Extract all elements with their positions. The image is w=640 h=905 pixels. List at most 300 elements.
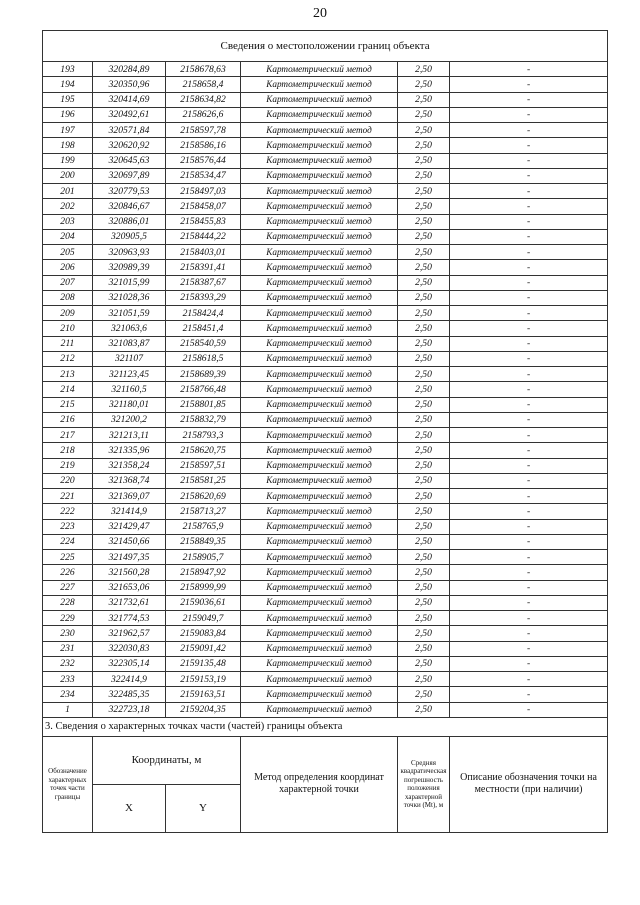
cell-method: Картометрический метод (241, 306, 398, 321)
cell-accuracy: 2,50 (398, 62, 450, 77)
cell-point-number: 211 (43, 336, 93, 351)
cell-coord-x: 321414,9 (93, 504, 166, 519)
table-row (43, 641, 608, 656)
table-row (43, 382, 608, 397)
cell-coord-y: 2158620,75 (166, 443, 241, 458)
cell-description: - (450, 687, 608, 702)
cell-description: - (450, 336, 608, 351)
table-row (43, 290, 608, 305)
table-row (43, 672, 608, 687)
cell-accuracy: 2,50 (398, 702, 450, 717)
section-title-row (43, 31, 608, 62)
cell-coord-x: 322414,9 (93, 672, 166, 687)
cell-point-number: 229 (43, 611, 93, 626)
cell-coord-y: 2158455,83 (166, 214, 241, 229)
cell-description: - (450, 367, 608, 382)
cell-coord-y: 2158540,59 (166, 336, 241, 351)
cell-accuracy: 2,50 (398, 351, 450, 366)
header-method: Метод определения координат характерной точки (241, 736, 398, 832)
header-accuracy: Средняя квадратическая погрешность положения характерной точки (Мt), м (398, 736, 450, 832)
cell-coord-x: 321368,74 (93, 473, 166, 488)
cell-method: Картометрический метод (241, 641, 398, 656)
header-y: Y (166, 784, 241, 832)
cell-point-number: 221 (43, 489, 93, 504)
cell-coord-y: 2159083,84 (166, 626, 241, 641)
cell-coord-y: 2158387,67 (166, 275, 241, 290)
cell-method: Картометрический метод (241, 153, 398, 168)
cell-accuracy: 2,50 (398, 336, 450, 351)
cell-accuracy: 2,50 (398, 199, 450, 214)
cell-description: - (450, 199, 608, 214)
cell-coord-y: 2158391,41 (166, 260, 241, 275)
cell-description: - (450, 672, 608, 687)
cell-description: - (450, 443, 608, 458)
cell-method: Картометрический метод (241, 107, 398, 122)
cell-method: Картометрический метод (241, 77, 398, 92)
cell-accuracy: 2,50 (398, 229, 450, 244)
table-row (43, 367, 608, 382)
cell-point-number: 1 (43, 702, 93, 717)
cell-accuracy: 2,50 (398, 473, 450, 488)
cell-coord-x: 320846,67 (93, 199, 166, 214)
cell-point-number: 200 (43, 168, 93, 183)
cell-coord-x: 321107 (93, 351, 166, 366)
cell-point-number: 196 (43, 107, 93, 122)
table-row (43, 443, 608, 458)
cell-method: Картометрический метод (241, 458, 398, 473)
cell-description: - (450, 184, 608, 199)
page-number: 20 (313, 6, 327, 21)
cell-coord-x: 322723,18 (93, 702, 166, 717)
cell-accuracy: 2,50 (398, 428, 450, 443)
boundary-points-table (42, 30, 608, 833)
cell-accuracy: 2,50 (398, 412, 450, 427)
cell-point-number: 212 (43, 351, 93, 366)
cell-coord-y: 2158424,4 (166, 306, 241, 321)
cell-coord-y: 2158689,39 (166, 367, 241, 382)
cell-method: Картометрический метод (241, 412, 398, 427)
cell-coord-y: 2158534,47 (166, 168, 241, 183)
cell-method: Картометрический метод (241, 168, 398, 183)
cell-coord-x: 320905,5 (93, 229, 166, 244)
cell-method: Картометрический метод (241, 672, 398, 687)
table-row (43, 687, 608, 702)
cell-accuracy: 2,50 (398, 153, 450, 168)
cell-accuracy: 2,50 (398, 687, 450, 702)
table-row (43, 580, 608, 595)
cell-description: - (450, 550, 608, 565)
cell-coord-y: 2158849,35 (166, 534, 241, 549)
table-row (43, 199, 608, 214)
cell-point-number: 210 (43, 321, 93, 336)
cell-description: - (450, 92, 608, 107)
cell-coord-x: 321083,87 (93, 336, 166, 351)
cell-coord-y: 2158581,25 (166, 473, 241, 488)
cell-point-number: 228 (43, 595, 93, 610)
cell-method: Картометрический метод (241, 397, 398, 412)
cell-description: - (450, 458, 608, 473)
cell-point-number: 224 (43, 534, 93, 549)
cell-accuracy: 2,50 (398, 641, 450, 656)
table-row (43, 534, 608, 549)
table-row (43, 229, 608, 244)
cell-coord-y: 2158793,3 (166, 428, 241, 443)
cell-accuracy: 2,50 (398, 397, 450, 412)
table-row (43, 184, 608, 199)
cell-method: Картометрический метод (241, 214, 398, 229)
cell-accuracy: 2,50 (398, 306, 450, 321)
cell-accuracy: 2,50 (398, 595, 450, 610)
cell-coord-y: 2158576,44 (166, 153, 241, 168)
cell-method: Картометрический метод (241, 382, 398, 397)
table-body (43, 31, 608, 718)
cell-description: - (450, 153, 608, 168)
table-row (43, 519, 608, 534)
table-row (43, 626, 608, 641)
cell-coord-x: 321450,66 (93, 534, 166, 549)
cell-description: - (450, 580, 608, 595)
cell-coord-y: 2158586,16 (166, 138, 241, 153)
cell-coord-x: 320645,63 (93, 153, 166, 168)
cell-accuracy: 2,50 (398, 580, 450, 595)
cell-accuracy: 2,50 (398, 184, 450, 199)
section3-block (43, 717, 608, 832)
table-row (43, 428, 608, 443)
cell-coord-y: 2158658,4 (166, 77, 241, 92)
table-row (43, 260, 608, 275)
cell-method: Картометрический метод (241, 504, 398, 519)
cell-description: - (450, 534, 608, 549)
cell-accuracy: 2,50 (398, 260, 450, 275)
cell-coord-x: 321774,53 (93, 611, 166, 626)
cell-description: - (450, 229, 608, 244)
table-row (43, 412, 608, 427)
header-coordinates: Координаты, м (93, 736, 241, 784)
cell-description: - (450, 611, 608, 626)
cell-accuracy: 2,50 (398, 489, 450, 504)
cell-point-number: 198 (43, 138, 93, 153)
cell-coord-y: 2158801,85 (166, 397, 241, 412)
cell-coord-y: 2158766,48 (166, 382, 241, 397)
cell-point-number: 208 (43, 290, 93, 305)
cell-coord-y: 2158393,29 (166, 290, 241, 305)
cell-method: Картометрический метод (241, 62, 398, 77)
cell-coord-y: 2158451,4 (166, 321, 241, 336)
table-row (43, 123, 608, 138)
cell-method: Картометрический метод (241, 565, 398, 580)
table-row (43, 611, 608, 626)
cell-coord-y: 2158832,79 (166, 412, 241, 427)
cell-point-number: 197 (43, 123, 93, 138)
table-row (43, 62, 608, 77)
cell-point-number: 233 (43, 672, 93, 687)
cell-description: - (450, 489, 608, 504)
cell-point-number: 227 (43, 580, 93, 595)
cell-coord-x: 321063,6 (93, 321, 166, 336)
cell-method: Картометрический метод (241, 351, 398, 366)
cell-coord-x: 321123,45 (93, 367, 166, 382)
cell-coord-x: 322030,83 (93, 641, 166, 656)
cell-coord-y: 2158999,99 (166, 580, 241, 595)
cell-point-number: 226 (43, 565, 93, 580)
cell-point-number: 217 (43, 428, 93, 443)
cell-coord-x: 322485,35 (93, 687, 166, 702)
cell-method: Картометрический метод (241, 275, 398, 290)
cell-description: - (450, 260, 608, 275)
cell-point-number: 205 (43, 245, 93, 260)
cell-coord-y: 2158497,03 (166, 184, 241, 199)
cell-coord-y: 2158713,27 (166, 504, 241, 519)
cell-point-number: 232 (43, 656, 93, 671)
cell-method: Картометрический метод (241, 611, 398, 626)
cell-accuracy: 2,50 (398, 214, 450, 229)
cell-description: - (450, 702, 608, 717)
cell-accuracy: 2,50 (398, 611, 450, 626)
cell-coord-x: 320779,53 (93, 184, 166, 199)
cell-accuracy: 2,50 (398, 656, 450, 671)
cell-coord-x: 321358,24 (93, 458, 166, 473)
cell-accuracy: 2,50 (398, 504, 450, 519)
header-description: Описание обозначения точки на местности (при наличии) (450, 736, 608, 832)
cell-point-number: 225 (43, 550, 93, 565)
cell-coord-x: 321213,11 (93, 428, 166, 443)
table-row (43, 595, 608, 610)
cell-accuracy: 2,50 (398, 565, 450, 580)
cell-method: Картометрический метод (241, 595, 398, 610)
cell-coord-x: 321200,2 (93, 412, 166, 427)
cell-description: - (450, 306, 608, 321)
cell-method: Картометрический метод (241, 473, 398, 488)
cell-coord-x: 320414,69 (93, 92, 166, 107)
cell-method: Картометрический метод (241, 687, 398, 702)
cell-accuracy: 2,50 (398, 382, 450, 397)
table-row (43, 458, 608, 473)
cell-point-number: 194 (43, 77, 93, 92)
cell-description: - (450, 168, 608, 183)
cell-description: - (450, 626, 608, 641)
cell-coord-y: 2158597,51 (166, 458, 241, 473)
cell-method: Картометрический метод (241, 367, 398, 382)
cell-description: - (450, 565, 608, 580)
cell-point-number: 220 (43, 473, 93, 488)
cell-description: - (450, 473, 608, 488)
cell-description: - (450, 595, 608, 610)
cell-accuracy: 2,50 (398, 123, 450, 138)
cell-accuracy: 2,50 (398, 626, 450, 641)
cell-point-number: 202 (43, 199, 93, 214)
cell-coord-y: 2158678,63 (166, 62, 241, 77)
cell-point-number: 223 (43, 519, 93, 534)
cell-coord-y: 2158458,07 (166, 199, 241, 214)
cell-method: Картометрический метод (241, 260, 398, 275)
cell-method: Картометрический метод (241, 702, 398, 717)
cell-point-number: 230 (43, 626, 93, 641)
cell-description: - (450, 77, 608, 92)
table-row (43, 77, 608, 92)
cell-point-number: 203 (43, 214, 93, 229)
cell-point-number: 234 (43, 687, 93, 702)
cell-point-number: 215 (43, 397, 93, 412)
cell-point-number: 209 (43, 306, 93, 321)
section3-header-row-1 (43, 736, 608, 784)
table-row (43, 702, 608, 717)
table-row (43, 565, 608, 580)
cell-method: Картометрический метод (241, 138, 398, 153)
cell-point-number: 201 (43, 184, 93, 199)
cell-coord-y: 2158626,6 (166, 107, 241, 122)
cell-point-number: 195 (43, 92, 93, 107)
cell-description: - (450, 641, 608, 656)
cell-accuracy: 2,50 (398, 245, 450, 260)
cell-coord-y: 2159049,7 (166, 611, 241, 626)
table-row (43, 214, 608, 229)
section-title: Сведения о местоположении границ объекта (43, 31, 608, 62)
cell-accuracy: 2,50 (398, 550, 450, 565)
cell-description: - (450, 397, 608, 412)
cell-coord-y: 2159204,35 (166, 702, 241, 717)
cell-coord-y: 2158765,9 (166, 519, 241, 534)
cell-coord-x: 320697,89 (93, 168, 166, 183)
table-row (43, 351, 608, 366)
cell-accuracy: 2,50 (398, 138, 450, 153)
cell-point-number: 231 (43, 641, 93, 656)
cell-point-number: 214 (43, 382, 93, 397)
cell-accuracy: 2,50 (398, 275, 450, 290)
table-row (43, 489, 608, 504)
cell-method: Картометрический метод (241, 443, 398, 458)
cell-accuracy: 2,50 (398, 458, 450, 473)
header-x: X (93, 784, 166, 832)
cell-accuracy: 2,50 (398, 672, 450, 687)
header-point-label: Обозначение характерных точек части границы (43, 736, 93, 832)
cell-point-number: 222 (43, 504, 93, 519)
cell-point-number: 219 (43, 458, 93, 473)
cell-method: Картометрический метод (241, 580, 398, 595)
table-row (43, 504, 608, 519)
cell-coord-x: 321015,99 (93, 275, 166, 290)
cell-point-number: 204 (43, 229, 93, 244)
cell-coord-y: 2158634,82 (166, 92, 241, 107)
table-row (43, 397, 608, 412)
cell-coord-y: 2158618,5 (166, 351, 241, 366)
cell-coord-x: 320886,01 (93, 214, 166, 229)
table-row (43, 473, 608, 488)
cell-coord-x: 322305,14 (93, 656, 166, 671)
cell-point-number: 218 (43, 443, 93, 458)
cell-coord-x: 320989,39 (93, 260, 166, 275)
table-row (43, 321, 608, 336)
cell-method: Картометрический метод (241, 184, 398, 199)
cell-method: Картометрический метод (241, 92, 398, 107)
cell-description: - (450, 214, 608, 229)
cell-coord-x: 321180,01 (93, 397, 166, 412)
cell-accuracy: 2,50 (398, 107, 450, 122)
cell-description: - (450, 428, 608, 443)
cell-coord-y: 2159135,48 (166, 656, 241, 671)
table-row (43, 656, 608, 671)
cell-coord-x: 321429,47 (93, 519, 166, 534)
table-row (43, 275, 608, 290)
cell-accuracy: 2,50 (398, 519, 450, 534)
cell-accuracy: 2,50 (398, 367, 450, 382)
cell-method: Картометрический метод (241, 656, 398, 671)
table-row (43, 107, 608, 122)
cell-coord-y: 2158444,22 (166, 229, 241, 244)
table-row (43, 306, 608, 321)
cell-description: - (450, 519, 608, 534)
cell-point-number: 193 (43, 62, 93, 77)
cell-description: - (450, 382, 608, 397)
cell-point-number: 216 (43, 412, 93, 427)
cell-coord-y: 2159036,61 (166, 595, 241, 610)
cell-coord-x: 321335,96 (93, 443, 166, 458)
cell-method: Картометрический метод (241, 489, 398, 504)
cell-description: - (450, 412, 608, 427)
cell-description: - (450, 290, 608, 305)
cell-coord-x: 321653,06 (93, 580, 166, 595)
cell-method: Картометрический метод (241, 534, 398, 549)
cell-description: - (450, 107, 608, 122)
cell-coord-y: 2158403,01 (166, 245, 241, 260)
section3-title-row (43, 717, 608, 736)
cell-coord-y: 2158905,7 (166, 550, 241, 565)
cell-point-number: 199 (43, 153, 93, 168)
cell-description: - (450, 138, 608, 153)
cell-method: Картометрический метод (241, 229, 398, 244)
cell-coord-x: 321051,59 (93, 306, 166, 321)
cell-description: - (450, 321, 608, 336)
cell-accuracy: 2,50 (398, 443, 450, 458)
cell-coord-y: 2158620,69 (166, 489, 241, 504)
table-row (43, 153, 608, 168)
section3-title: 3. Сведения о характерных точках части (частей) границы объекта (43, 717, 608, 736)
cell-coord-y: 2159153,19 (166, 672, 241, 687)
cell-coord-x: 321160,5 (93, 382, 166, 397)
cell-accuracy: 2,50 (398, 77, 450, 92)
table-row (43, 550, 608, 565)
cell-coord-y: 2159091,42 (166, 641, 241, 656)
cell-accuracy: 2,50 (398, 534, 450, 549)
cell-description: - (450, 62, 608, 77)
cell-description: - (450, 245, 608, 260)
cell-method: Картометрический метод (241, 626, 398, 641)
cell-method: Картометрический метод (241, 336, 398, 351)
cell-accuracy: 2,50 (398, 168, 450, 183)
cell-method: Картометрический метод (241, 519, 398, 534)
cell-coord-y: 2158947,92 (166, 565, 241, 580)
cell-coord-x: 321369,07 (93, 489, 166, 504)
cell-description: - (450, 504, 608, 519)
table-row (43, 245, 608, 260)
cell-point-number: 207 (43, 275, 93, 290)
cell-method: Картометрический метод (241, 290, 398, 305)
cell-description: - (450, 123, 608, 138)
table-row (43, 168, 608, 183)
cell-coord-x: 321560,28 (93, 565, 166, 580)
cell-coord-x: 321732,61 (93, 595, 166, 610)
cell-coord-y: 2158597,78 (166, 123, 241, 138)
cell-coord-x: 320350,96 (93, 77, 166, 92)
cell-method: Картометрический метод (241, 550, 398, 565)
cell-method: Картометрический метод (241, 428, 398, 443)
cell-description: - (450, 275, 608, 290)
cell-method: Картометрический метод (241, 245, 398, 260)
cell-coord-y: 2159163,51 (166, 687, 241, 702)
cell-coord-x: 320492,61 (93, 107, 166, 122)
cell-accuracy: 2,50 (398, 290, 450, 305)
table-row (43, 92, 608, 107)
cell-accuracy: 2,50 (398, 321, 450, 336)
